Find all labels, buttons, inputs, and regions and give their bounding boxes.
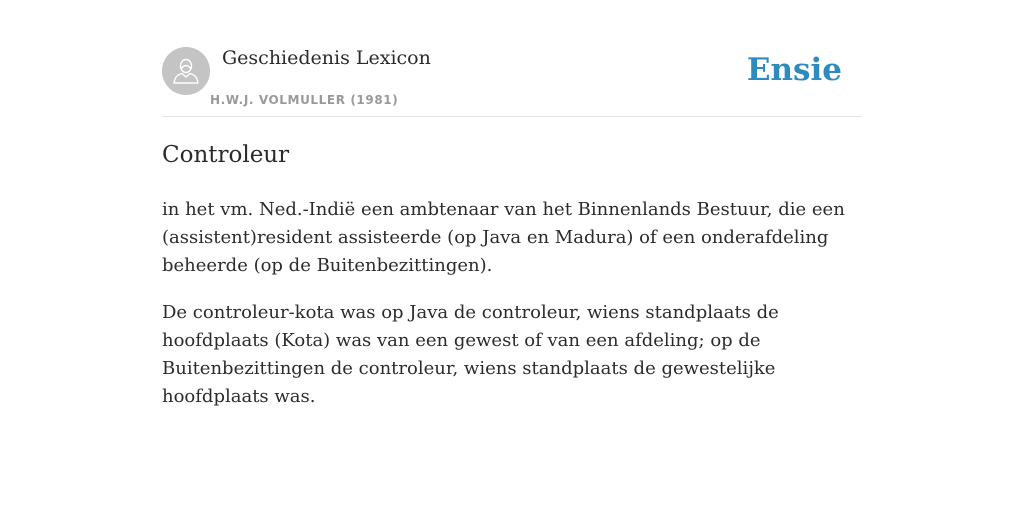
source-title[interactable]: Geschiedenis Lexicon [222,47,431,69]
entry-content [162,140,862,430]
user-avatar-icon[interactable] [162,47,210,95]
ensie-logo-link[interactable]: Ensie [746,52,842,88]
entry-paragraph: De controleur-kota was op Java de controleur, wiens standplaats de hoofdplaats (Kota) was van een gewest of van een afdeling; op de Buitenbezittingen de controleur, wiens standplaats de gewestelijke hoofdplaats was. [162,302,779,407]
author-name[interactable]: H.W.J. VOLMULLER (1981) [210,93,399,107]
person-outline-icon [162,47,210,95]
entry-header [162,46,862,117]
entry-title: Controleur [162,142,290,168]
entry-paragraph: in het vm. Ned.-Indië een ambtenaar van het Binnenlands Bestuur, die een (assistent)resident assisteerde (op Java en Madura) of een onderafdeling beheerde (op de Buitenbezittingen). [162,199,845,276]
